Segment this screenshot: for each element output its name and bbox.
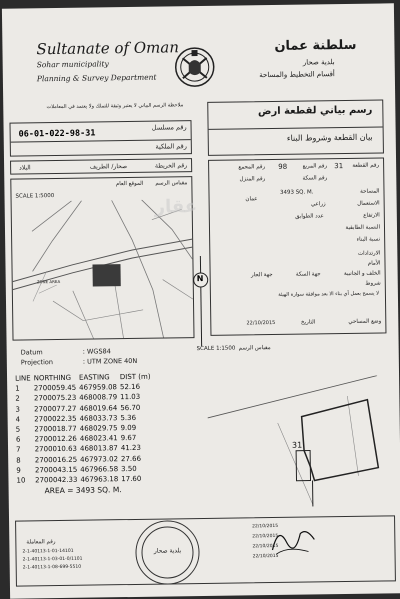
header-ar-department: أقسام التخطيط والمساحة xyxy=(259,70,335,80)
signature-icon xyxy=(268,521,318,558)
dist-cell: 9.67 xyxy=(120,434,137,443)
col-easting-header: EASTING xyxy=(78,373,110,382)
street-label: رقم السكة xyxy=(302,175,328,182)
easting-cell: 467966.58 xyxy=(80,465,119,474)
setbacks-label: الارتدادات xyxy=(357,250,381,257)
coordinates-area: AREA = 3493 SQ. M. xyxy=(44,485,122,496)
north-label: N xyxy=(196,273,204,284)
northing-cell: 2700018.77 xyxy=(34,424,77,434)
ref-left-3: 2-1-40113-1-03-01-0/1101 xyxy=(22,556,83,563)
easting-cell: 468008.79 xyxy=(79,393,118,403)
details-box xyxy=(208,157,386,335)
use-label: الاستعمال xyxy=(357,200,380,207)
header-en-department: Planning & Survey Department xyxy=(36,72,157,84)
block-label: رقم المربع xyxy=(302,163,328,170)
datum-label: Datum xyxy=(20,348,43,357)
area-value: 3493 SQ. M. xyxy=(279,189,314,196)
street-side: جهة السكة xyxy=(295,271,321,278)
north-arrow-icon xyxy=(191,256,210,346)
easting-cell: 467973.02 xyxy=(80,454,119,464)
sig-date-2: 22/10/2015 xyxy=(252,533,279,540)
dist-cell: 11.03 xyxy=(120,393,141,402)
sig-date-1: 22/10/2015 xyxy=(252,523,279,530)
location-map-scale: SCALE 1:5000 xyxy=(15,193,55,200)
oman-emblem-icon xyxy=(172,42,217,93)
header-ar-municipality: بلدية صحار xyxy=(302,58,335,67)
plot-map-plot-label: 31 xyxy=(291,440,303,450)
line-cell: 8 xyxy=(16,456,21,465)
location-map-drawing xyxy=(12,199,194,339)
northing-cell: 2700077.27 xyxy=(34,404,77,413)
neighbor-side: جهة الجار xyxy=(250,272,273,279)
line-cell: 6 xyxy=(15,435,21,444)
title-box-title: رسم بياني لقطعة ارض xyxy=(257,104,373,118)
complex-label: رقم المجمع xyxy=(238,164,266,171)
dist-cell: 5.36 xyxy=(120,413,137,422)
coordinates-table xyxy=(15,372,155,496)
easting-cell: 468033.73 xyxy=(79,414,118,423)
disclaimer-note: ملاحظة الرسم البياني لا يعتبر وثيقة للتملك ولا يعتمد في المعاملات xyxy=(46,102,184,111)
dist-cell: 27.66 xyxy=(120,454,142,463)
northing-cell: 2700075.23 xyxy=(33,394,77,403)
ref-left-2: 2-1-40113-1-01-14101 xyxy=(22,548,74,555)
conditions-label: شروط xyxy=(365,280,381,287)
location-map-label: ZONE AREA xyxy=(36,278,61,285)
map-value: صحار/ الطريف xyxy=(89,163,128,171)
document-sheet xyxy=(2,3,400,598)
plot-number-box xyxy=(9,120,191,157)
coverage-label: النسبة الطابقية xyxy=(345,224,381,231)
dist-cell: 52.16 xyxy=(119,383,141,392)
building-label: نسبة البناء xyxy=(356,236,381,243)
title-box-section: بيان القطعة وشروط البناء xyxy=(286,132,373,143)
dist-cell: 17.60 xyxy=(121,474,142,484)
easting-cell: 468023.41 xyxy=(79,434,118,443)
plot-map-scale-ar: مقياس الرسم xyxy=(238,345,271,352)
plot-map-scale: SCALE 1:1500 xyxy=(196,345,236,353)
line-cell: 9 xyxy=(16,466,21,475)
line-cell: 5 xyxy=(15,425,21,434)
northing-cell: 2700016.25 xyxy=(34,455,78,464)
map-label: رقم الخريطة xyxy=(154,162,188,170)
sides-label: الخلف و الجانبية xyxy=(343,270,381,278)
map-extra: البلاد xyxy=(19,164,31,172)
floors-label: عدد الطوابق xyxy=(295,213,324,220)
plot-value: 31 xyxy=(334,162,344,171)
dist-cell: 56.70 xyxy=(120,403,141,412)
sig-date-4: 22/10/2015 xyxy=(252,553,279,560)
coordinates-row xyxy=(16,474,155,486)
header-en-municipality: Sohar municipality xyxy=(36,59,109,70)
col-dist-header: DIST (m) xyxy=(119,372,151,382)
projection-label: Projection xyxy=(20,358,54,367)
region-value: عمان xyxy=(245,196,258,203)
block-value: 98 xyxy=(278,162,288,171)
plot-label: رقم القطعة xyxy=(352,162,380,169)
northing-cell: 2700042.33 xyxy=(35,475,78,485)
dist-cell: 9.09 xyxy=(120,423,137,433)
easting-cell: 467959.08 xyxy=(79,383,118,392)
house-label: رقم المنزل xyxy=(239,176,266,183)
line-cell: 10 xyxy=(16,476,26,485)
northing-cell: 2700043.15 xyxy=(34,465,78,475)
north-arrow xyxy=(191,256,210,346)
easting-cell: 468019.64 xyxy=(79,403,118,413)
location-map-title: الموقع العام xyxy=(115,180,144,188)
ref-left-4: 2-1-40113-1-08-699-5510 xyxy=(22,564,82,571)
location-map-scale-ar: مقياس الرسم xyxy=(155,180,188,187)
plot-number-label: رقم مسلسل xyxy=(151,123,187,132)
header-ar-title: سلطنة عمان xyxy=(274,37,357,54)
condition-text: لا يسمح بعمل أي بناء الا بعد موافقة سوارة الهيئة xyxy=(278,290,379,298)
sig-date-3: 22/10/2015 xyxy=(252,543,279,550)
title-box xyxy=(207,99,384,155)
line-cell: 7 xyxy=(16,445,21,455)
date-value: 22/10/2015 xyxy=(246,319,276,327)
line-cell: 3 xyxy=(15,405,21,414)
projection-value: : UTM ZONE 40N xyxy=(82,356,138,366)
date-label: التاريخ xyxy=(300,319,316,326)
map-number-box xyxy=(10,158,192,175)
plot-number-value: 06-01-022-98-31 xyxy=(18,128,96,140)
ref-left-1: رقم المعاملة xyxy=(26,539,56,546)
col-northing-header: NORTHING xyxy=(33,373,72,383)
area-label: المساحة xyxy=(360,188,380,195)
watermark: عقار xyxy=(154,196,198,218)
use-value: زراعي xyxy=(310,201,326,208)
line-cell: 4 xyxy=(15,415,21,424)
easting-cell: 468029.75 xyxy=(79,424,118,433)
height-label: الارتفاع xyxy=(363,212,380,219)
dist-cell: 3.50 xyxy=(121,464,137,473)
front-label: الأمام xyxy=(367,260,381,267)
easting-cell: 468013.87 xyxy=(79,444,118,454)
drawn-by-label: وضع المساحي xyxy=(348,318,382,325)
dist-cell: 41.23 xyxy=(120,444,141,453)
northing-cell: 2700010.63 xyxy=(34,445,78,454)
ownership-label: رقم الملكية xyxy=(155,142,187,151)
northing-cell: 2700012.26 xyxy=(34,434,77,444)
datum-value: : WGS84 xyxy=(82,347,111,356)
northing-cell: 2700059.45 xyxy=(33,383,77,393)
col-line-header: LINE xyxy=(15,374,31,383)
stamp-text: بلدية صحار xyxy=(153,547,182,555)
line-cell: 2 xyxy=(15,394,20,404)
header-en-title: Sultanate of Oman xyxy=(36,38,180,59)
footer-box xyxy=(15,515,396,586)
line-cell: 1 xyxy=(15,384,20,393)
northing-cell: 2700022.35 xyxy=(34,414,77,424)
easting-cell: 467963.18 xyxy=(80,475,119,484)
